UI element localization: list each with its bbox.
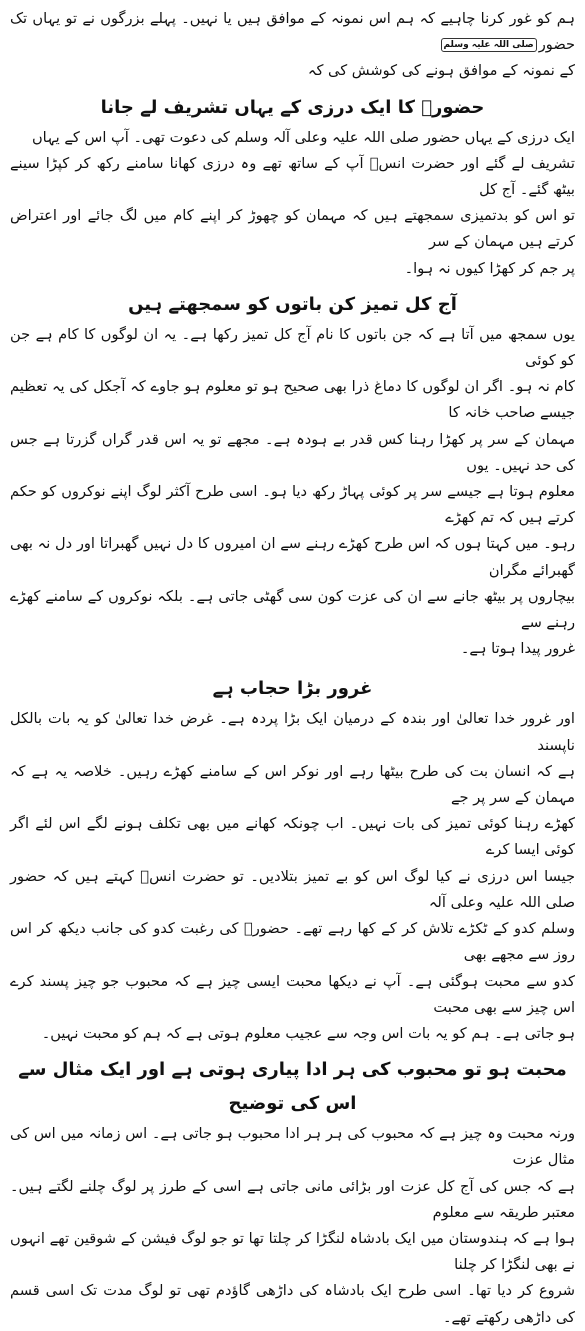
text-line: ہو جاتی ہے۔ ہم کو یہ بات اس وجہ سے عجیب معلوم ہوتی ہے کہ ہم کو محبت نہیں۔: [41, 1024, 575, 1042]
section-paragraph: [10, 706, 575, 1047]
text-line: مہمان کے سر پر کھڑا رہنا کس قدر بے ہودہ ہے۔ مجھے تو یہ اس قدر گراں گزرتا ہے جس کی حد نہیں۔ یوں: [10, 430, 575, 474]
text-line: شروع کر دیا تھا۔ اسی طرح ایک بادشاہ کی داڑھی گاؤدم تھی تو لوگ مدت تک اسی قسم کی داڑھی رکھتے تھے۔: [10, 1282, 575, 1326]
text-line: کے نمونہ کے موافق ہونے کی کوشش کی کہ: [307, 62, 575, 80]
section-heading: آج کل تمیز کن باتوں کو سمجھتے ہیں: [128, 293, 457, 315]
text-line: کدو سے محبت ہوگئی ہے۔ آپ نے دیکھا محبت ایسی چیز ہے کہ محبوب جو چیز پسند کرے اس چیز سے بھی محبت: [10, 972, 575, 1016]
salawat-calligraphy: صلی اللہ علیہ وسلم: [441, 38, 537, 52]
text-line: تو اس کو بدتمیزی سمجھتے ہیں کہ مہمان کو چھوڑ کر اپنے کام میں لگ جائے اور اعتراض کرتے ہیں مہمان کے سر: [10, 207, 575, 251]
section-paragraph: [10, 1121, 575, 1331]
text-line: ہے کہ انسان بت کی طرح بیٹھا رہے اور نوکر اس کے سامنے کھڑے رہیں۔ خلاصہ یہ ہے کہ مہمان کے سر پر جے: [10, 762, 575, 807]
text-line: کھڑے رہنا کوئی تمیز کی بات نہیں۔ اب چونکہ کھانے میں بھی تکلف ہونے لگے اس لئے اگر کوئی ایسا کرے: [10, 815, 575, 859]
text-line: ایک درزی کے یہاں حضور صلی اللہ علیہ وعلی آلہ وسلم کی دعوت تھی۔ آپ اس کے یہاں: [31, 128, 575, 146]
text-line: اور غرور خدا تعالیٰ اور بندہ کے درمیان ایک بڑا پردہ ہے۔ غرض خدا تعالیٰ کو یہ بات بالکل ناپسند: [10, 710, 575, 754]
text-line: رہو۔ میں کہتا ہوں کہ اس طرح کھڑے رہنے سے ان امیروں کا دل نہیں گھبراتا اور دل نہ بھی گھبرائے مگران: [10, 535, 575, 579]
text-line: کام نہ ہو۔ اگر ان لوگوں کا دماغ ذرا بھی صحیح ہو تو معلوم ہو جاوے کہ آجکل کی یہ تعظیم جیسے صاحب خانہ کا: [10, 378, 575, 422]
text-line: پر جم کر کھڑا کیوں نہ ہوا۔: [404, 259, 575, 277]
section-heading: حضورؐ کا ایک درزی کے یہاں تشریف لے جانا: [100, 96, 485, 118]
text-line: بیچاروں پر بیٹھ جانے سے ان کی عزت کون سی گھٹی جاتی ہے۔ بلکہ نوکروں کے سامنے کھڑے رہنے سے: [10, 587, 575, 632]
text-line: غرور پیدا ہوتا ہے۔: [460, 640, 575, 658]
text-line: ورنہ محبت وہ چیز ہے کہ محبوب کی ہر ہر ادا محبوب ہو جاتی ہے۔ اس زمانہ میں اس کی مثال عزت: [10, 1125, 575, 1169]
text-line: یوں سمجھ میں آتا ہے کہ جن باتوں کا نام آج کل تمیز رکھا ہے۔ یہ ان لوگوں کا کام ہے جن کو کوئی: [10, 325, 575, 370]
section-heading: محبت ہو تو محبوب کی ہر ادا پیاری ہوتی ہے اور ایک مثال سے اس کی توضیح: [18, 1059, 567, 1115]
text-line: معلوم ہوتا ہے جیسے سر پر کوئی پہاڑ رکھ دیا ہو۔ اسی طرح آکثر لوگ اپنے نوکروں کو حکم کرتے ہیں کہ تم کھڑے: [10, 483, 575, 527]
text-line: تشریف لے گئے اور حضرت انسؓ آپ کے ساتھ تھے وہ درزی کھانا سامنے رکھ کر کپڑا سینے بیٹھ گئے۔ آج کل: [10, 154, 575, 199]
intro-paragraph: [10, 6, 575, 85]
text-line: ہوا ہے کہ ہندوستان میں ایک بادشاہ لنگڑا کر چلتا تھا تو جو لوگ فیشن کے شوقین تھے انہوں نے بھی لنگڑا کر چلنا: [10, 1229, 575, 1274]
text-line: وسلم کدو کے ٹکڑے تلاش کر کے کھا رہے تھے۔ حضورؐ کی رغبت کدو کی جانب دیکھ کر اس روز سے مجھے بھی: [10, 920, 575, 964]
text-line: ہم کو غور کرنا چاہیے کہ ہم اس نمونہ کے موافق ہیں یا نہیں۔ پہلے بزرگوں نے تو یہاں تک حضورصلی اللہ علیہ وسلم: [10, 10, 575, 54]
section-paragraph: [10, 125, 575, 282]
section-paragraph: [10, 322, 575, 663]
text-line: جیسا اس درزی نے کیا لوگ اس کو بے تمیز بتلادیں۔ تو حضرت انسؓ کہتے ہیں کہ حضور صلی اللہ علیہ وعلی آلہ: [10, 867, 575, 911]
section-heading: غرور بڑا حجاب ہے: [212, 678, 373, 700]
text-line: ہے کہ جس کی آج کل عزت اور بڑائی مانی جاتی ہے اسی کے طرز پر لوگ چلنے لگتے ہیں۔ معتبر طریقہ سے معلوم: [10, 1177, 575, 1221]
